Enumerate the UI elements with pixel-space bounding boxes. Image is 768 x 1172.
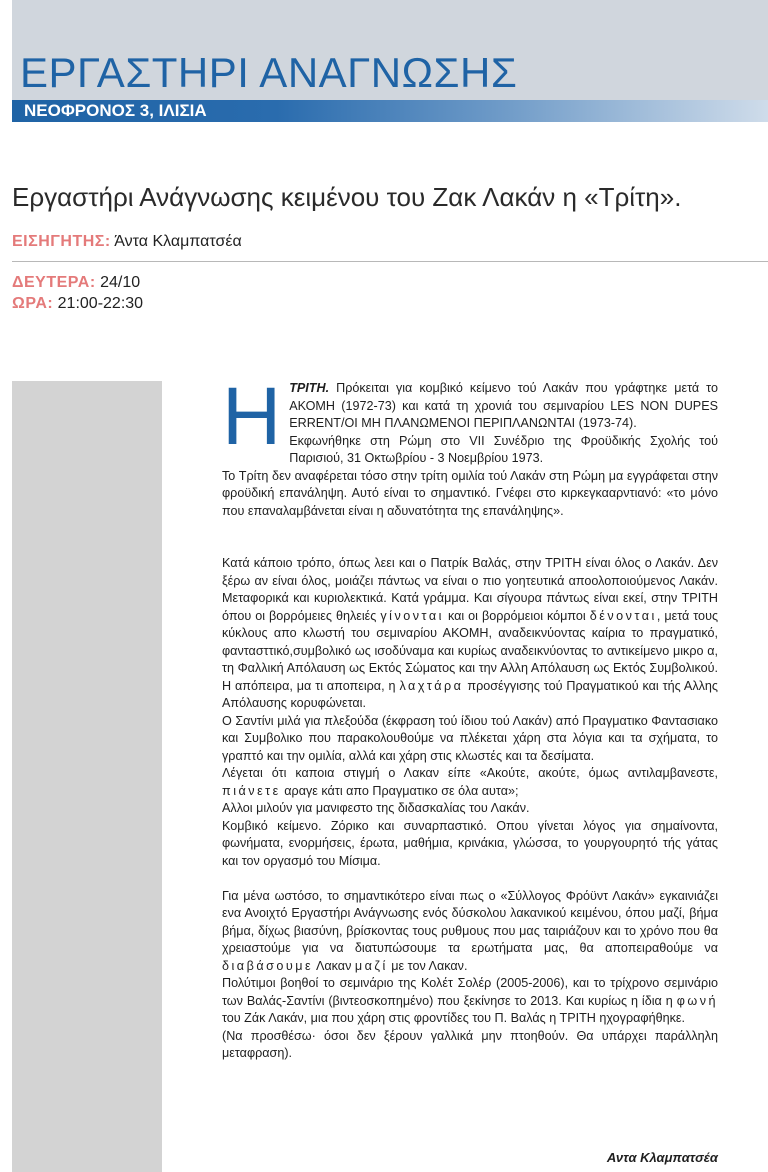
paragraph-text: Λέγεται ότι καποια στιγμή ο Λακαν είπε «Ακούτε, ακούτε, όμως αντιλαμβανεστε, [222, 766, 718, 780]
page-title: ΕΡΓΑΣΤΗΡΙ ΑΝΑΓΝΩΣΗΣ [20, 49, 518, 96]
side-column [12, 381, 162, 1172]
spacer [222, 538, 718, 556]
day-line [12, 275, 140, 291]
paragraph: (Να προσθέσω· όσοι δεν ξέρουν γαλλικά μην πτοηθούν. Θα υπάρχει παράλληλη μεταφραση). [222, 1028, 718, 1060]
day-value: 24/10 [100, 274, 141, 291]
header-banner [0, 0, 768, 122]
paragraph-text: Πρόκειται για κομβικό κείμενο τού Λακάν που γράφτηκε μετά το ΑΚΟΜΗ (1972-73) και κατά τη χρονιά του σεμιναρίου LES NON DUPES ERRENT/ΟΙ ΜΗ ΠΛΑΝΩΜΕΝΟΙ ΠΕΡΙΠΛΑΝΩΝΤΑΙ (1973-74). [289, 381, 718, 430]
speaker-line [12, 234, 242, 250]
paragraph-text: Πολύτιμοι βοηθοί το σεμινάριο της Κολέτ Σολέρ (2005-2006), και το τρίχρονο σεμινάριο των Βαλάς-Σαντίνι (βιντεοσκοπημένο) που ξεκίνησε το 2013. Και κυρίως η ίδια η [222, 976, 718, 1008]
day-label: ΔΕΥΤΕΡΑ: [12, 274, 96, 291]
paragraph [222, 765, 718, 800]
paragraph-text: του Ζάκ Λακάν, μια που χάρη στις φροντίδες του Π. Βαλάς η ΤΡΙΤΗ ηχογραφήθηκε. [222, 1011, 686, 1025]
paragraph-text: , μετά τους κύκλους απο κλωστή του σεμιναρίου ΑΚΟΜΗ, αναδεικνύοντας καίρια το πραγματικό, φαντασττικό,συμβολικό ως ισοδύναμα και κυρίως αναδεικνύοντας το αντικείμενο μικρο α, τη Φαλλική Απόλαυση ως Εκτός Σώματος και την Αλλη Απόλαυση ως Εκτός Συμβολικού. Η απόπειρα, μα τι αποπειρα, η [222, 608, 719, 693]
spacer [222, 870, 718, 888]
spaced-word: γίνονται [380, 608, 444, 623]
time-value: 21:00-22:30 [57, 295, 144, 312]
paragraph: Ο Σαντίνι μιλά για πλεξούδα (έκφραση τού ίδιου τού Λακάν) από Πραγματικο Φαντασιακο και Συμβολικο που παρακολουθούμε να πλέκεται χάρη στα λόγια και τα σχήματα, το γραπτό και την ομιλία, αλλά και χάρη στις κλωστές και τα δεσίματα. [222, 713, 718, 763]
paragraph-text: και οι βορρόμειοι κόμποι [447, 608, 586, 623]
paragraph-text: Κατά κάποιο τρόπο, όπως λεει και ο Πατρίκ Βαλάς, στην ΤΡΙΤΗ είναι όλος ο Λακάν. Δεν ξέρω αν είναι όλος, μοιάζει πάντως να είναι ο πιο γοητευτικά αποολοποιούμενος Λακάν. Μεταφορικά και κυριολεκτικά. Κατά γράμμα. Και σίγουρα πάντως είναι εκεί, στην ΤΡΙΤΗ όπου οι βορρόμειες θηλειές [222, 556, 718, 623]
article-body [222, 371, 719, 1063]
speaker-name: Άντα Κλαμπατσέα [114, 233, 242, 250]
paragraph: Εκφωνήθηκε στη Ρώμη στο VII Συνέδριο της Φροϋδικής Σχολής τού Παρισιού, 31 Οκτωβρίου - 3 Νοεμβρίου 1973. [289, 433, 718, 465]
spaced-word: φωνή [676, 993, 719, 1008]
spacer [222, 520, 718, 538]
paragraph-text: Για μένα ωστόσο, το σημαντικότερο είναι πως ο «Σύλλογος Φρόϋντ Λακάν» εγκαινιάζει ενα Ανοιχτό Εργαστήρι Ανάγνωσης ενός δύσκολου λακανικού κειμένου, όπου μαζί, βήμα βήμα, δίχως βιασύνη, βρίσκοντας τους ρυθμους που μας ταιριάζουν και το χρόνο που θα χρειαστούμε για να διατυπώσουμε τα ερωτήματα μας, θα αποπειραθούμε να [222, 888, 718, 955]
spaced-word: λαχτάρα [399, 678, 464, 693]
address-text: ΝΕΟΦΡΟΝΟΣ 3, ΙΛΙΣΙΑ [24, 101, 207, 120]
spaced-word: πιάνετε [222, 783, 281, 798]
paragraph: Αλλοι μιλούν για μανιφεστο της διδασκαλίας του Λακάν. [222, 801, 530, 815]
drop-cap: Η [222, 371, 282, 462]
paragraph-text: προσέγγισης τού Πραγματικού και τής Αλλης Απόλαυσης κορυφώνεται. [222, 678, 718, 710]
paragraph-text: με τον Λακαν. [391, 958, 468, 973]
speaker-label: ΕΙΣΗΓΗΤΗΣ: [12, 233, 111, 250]
time-label: ΩΡΑ: [12, 295, 54, 312]
spaced-word: δένονται [589, 608, 657, 623]
spaced-word: μαζί [354, 958, 388, 973]
spaced-word: διαβάσουμε [222, 958, 314, 973]
paragraph [222, 975, 718, 1028]
paragraph: Το Τρίτη δεν αναφέρεται τόσο στην τρίτη ομιλία τού Λακάν στη Ρώμη μα εγγράφεται στην φροϋδική επανάληψη. Αυτό είναι το σημαντικό. Γνέφει στο κιρκεγκααρντιανό: «το μόνο που επαναλαμβάνεται είναι η αδυνατότητα της επανάληψης». [222, 468, 718, 518]
paragraph [222, 888, 718, 976]
divider [12, 261, 768, 262]
signature: Αντα Κλαμπατσέα [606, 1150, 718, 1165]
paragraph [222, 555, 718, 713]
paragraph: Κομβικό κείμενο. Ζόρικο και συναρπαστικό. Οπου γίνεται λόγος για σημαίνοντα, φωνήματα, ενορμήσεις, έρωτα, μαθήμια, κρινάκια, γλώσσα, το γουργουρητό τής γάτας και τον οργασμό του Μίσιμα. [222, 818, 718, 868]
event-title: Εργαστήρι Ανάγνωσης κειμένου του Ζακ Λακάν η «Τρίτη». [12, 182, 682, 212]
paragraph-text: Λακαν [315, 958, 352, 973]
paragraph-text: αραγε κάτι απο Πραγματικο σε όλα αυτα»; [284, 783, 519, 798]
time-line [12, 296, 143, 312]
lead-word: ΤΡΙΤΗ. [289, 381, 330, 395]
